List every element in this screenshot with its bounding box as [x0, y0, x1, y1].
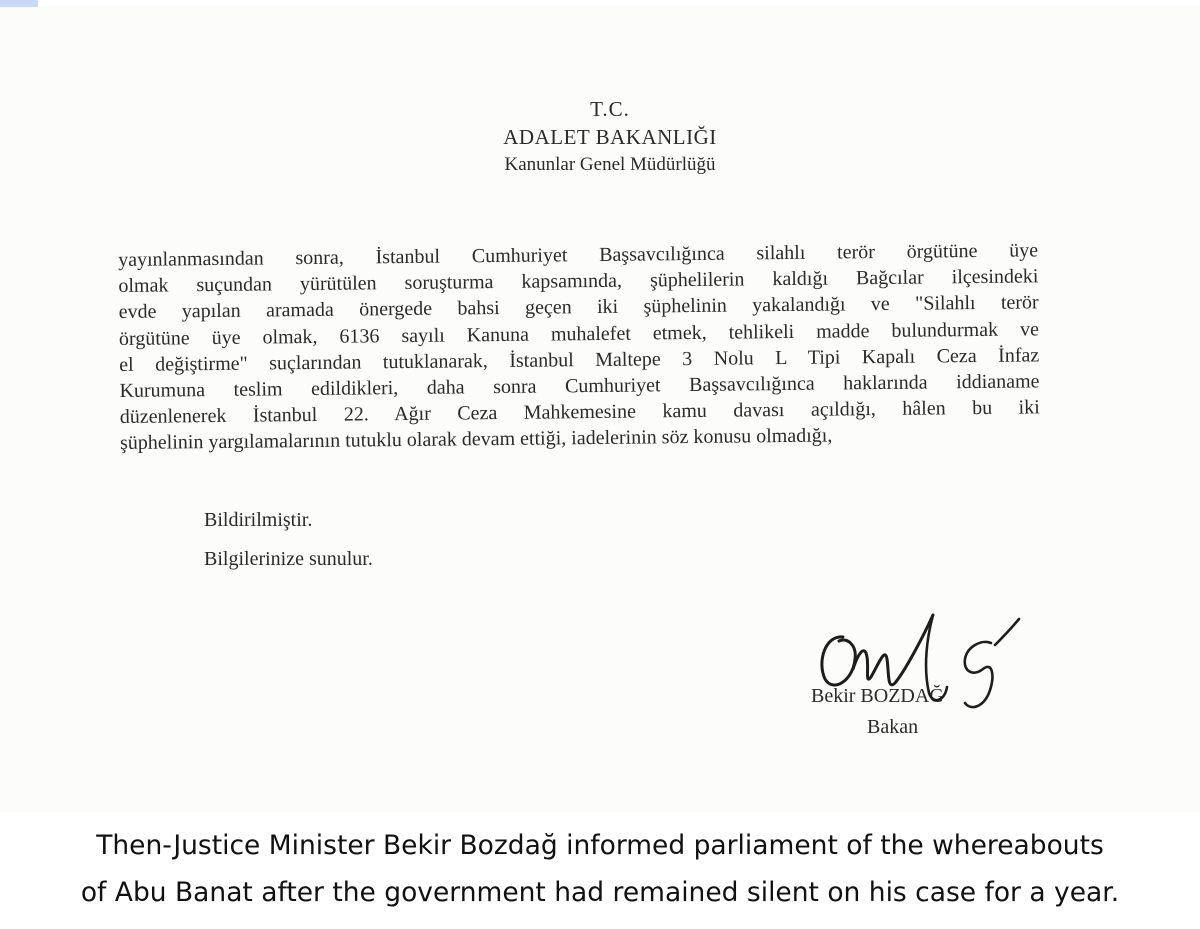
body-line: evde yapılan aramada önergede bahsi geçen iki şüphelinin yakalandığı ve "Silahlı terör [118, 291, 1039, 324]
scanned-letter [0, 7, 1200, 812]
image-caption [0, 822, 1200, 916]
handwritten-signature [795, 607, 1045, 717]
letterhead-department: Kanunlar Genel Müdürlüğü [504, 154, 716, 175]
closing-notified: Bildirilmiştir. [204, 509, 313, 531]
signer-title: Bakan [867, 716, 919, 738]
body-line: Kurumuna teslim edildikleri, daha sonra Cumhuriyet Başsavcılığınca haklarında iddianame [119, 370, 1040, 403]
letterhead-ministry: ADALET BAKANLIĞI [503, 125, 717, 149]
body-line: düzenlenerek İstanbul 22. Ağır Ceza Mahkemesine kamu davası açıldığı, hâlen bu iki [119, 396, 1040, 429]
body-line: el değiştirme" suçlarından tutuklanarak, İstanbul Maltepe 3 Nolu L Tipi Kapalı Ceza İnfaz [119, 344, 1040, 376]
body-line: olmak suçundan yürütülen soruşturma kapsamında, şüphelilerin kaldığı Bağcılar ilçesindeki [118, 265, 1039, 298]
letterhead-country: T.C. [590, 97, 630, 121]
body-line: şüphelinin yargılamalarının tutuklu olarak devam ettiği, iadelerinin söz konusu olmadığı, [119, 424, 833, 455]
caption-line: Then-Justice Minister Bekir Bozdağ informed parliament of the whereabouts [96, 830, 1104, 861]
corner-mark [0, 0, 38, 7]
letterhead [380, 95, 840, 179]
closing [204, 501, 373, 579]
body-line: yayınlanmasından sonra, İstanbul Cumhuriyet Başsavcılığınca silahlı terör örgütüne üye [118, 239, 1039, 271]
closing-submitted: Bilgilerinize sunulur. [204, 548, 373, 570]
letter-body [118, 237, 1040, 456]
signature-block [795, 607, 1045, 757]
caption-line: of Abu Banat after the government had remained silent on his case for a year. [80, 877, 1120, 908]
signer-name: Bekir BOZDAĞ [811, 685, 944, 707]
body-line: örgütüne üye olmak, 6136 sayılı Kanuna muhalefet etmek, tehlikeli madde bulundurmak ve [118, 317, 1040, 350]
